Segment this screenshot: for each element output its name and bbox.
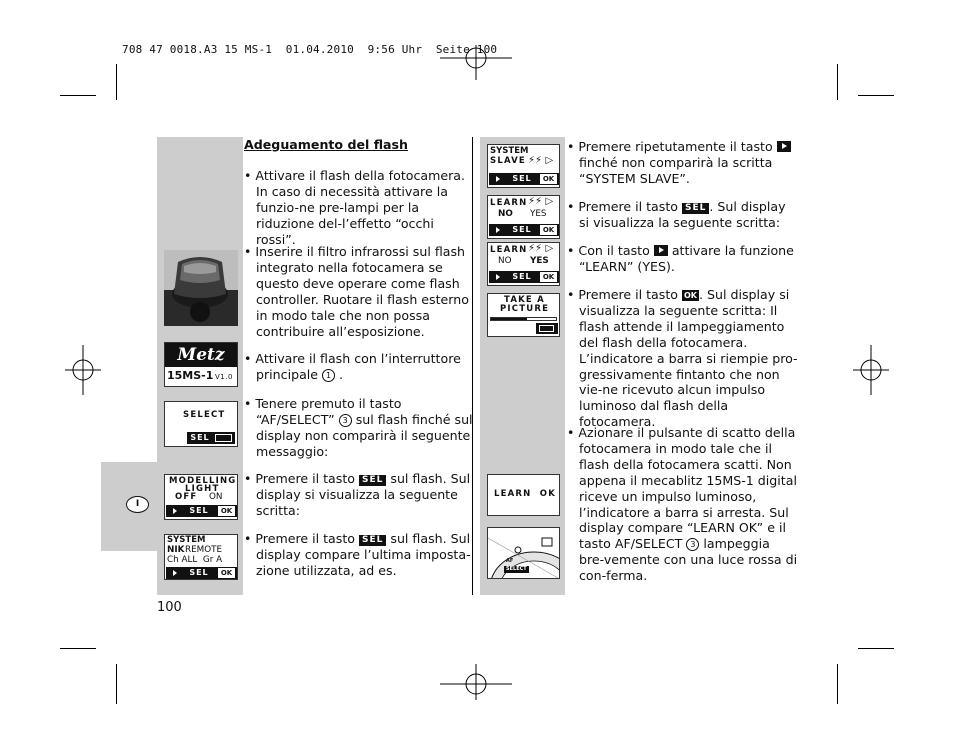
paragraph <box>244 531 474 579</box>
device-af-label: AF <box>506 558 514 564</box>
lcd-text: SELECT <box>183 410 226 420</box>
lcd-text: OFF <box>175 492 198 502</box>
paragraph: • Attivare il flash della fotocamera. In caso di necessità attivare la funzio-ne pre-lampi per la riduzione del-l’effetto “occhi rossi”. <box>244 168 466 247</box>
ok-key: OK <box>684 291 697 300</box>
sel-key: SEL <box>512 174 532 183</box>
paragraph <box>244 396 474 460</box>
lcd-learn-ok <box>487 474 560 516</box>
lcd-text: ON <box>209 492 223 502</box>
print-header: 708 47 0018.A3 15 MS-1 01.04.2010 9:56 Uhr Seite 100 <box>122 43 498 56</box>
paragraph: • Inserire il filtro infrarossi sul flash integrato nella fotocamera se questo deve operare come flash controller. Ruotare il flash esterno in modo tale che non possa contribuire all’esposizione. <box>244 244 469 339</box>
ok-key: OK <box>540 272 557 282</box>
arrow-key-icon <box>654 245 668 256</box>
lcd-text: NO <box>498 256 512 266</box>
lcd-text: YES <box>530 256 549 266</box>
text: • Premere il tasto <box>244 531 355 546</box>
text: • Premere ripetutamente il tasto <box>567 139 773 154</box>
sel-key: SEL <box>512 272 532 281</box>
lcd-text: Ch ALL Gr A <box>167 555 223 565</box>
lcd-text: SYSTEM <box>490 146 529 156</box>
text: sul flash. Sul display compare l’ultima imposta-zione utilizzata, ad es. <box>256 531 471 578</box>
text: . <box>339 366 344 382</box>
text: • Tenere premuto il tasto “AF/SELECT” <box>244 396 402 427</box>
ok-key: OK <box>540 225 557 235</box>
sel-key: SEL <box>189 568 209 577</box>
lcd-text: LEARN <box>490 198 528 208</box>
text: • Azionare il pulsante di scatto della fotocamera in modo tale che il flash della fotocamera scatti. Non appena il mecablitz 15MS-1 digital riceve un impulso luminoso, l’indicatore a barra si arresta. Sul display compare “LEARN OK” e il tasto AF/SELECT <box>567 425 797 552</box>
lcd-learn-yes <box>487 242 560 286</box>
sel-key: SEL <box>359 535 386 546</box>
paragraph <box>567 243 799 275</box>
arrow-icon <box>173 570 177 576</box>
lcd-button-bar <box>166 567 237 579</box>
lcd-system-nik <box>164 534 238 580</box>
text: finché non comparirà la scritta “SYSTEM SLAVE”. <box>579 154 773 186</box>
lcd-modelling <box>164 474 238 520</box>
lcd-button-bar <box>489 224 559 236</box>
lcd-text: PICTURE <box>500 304 550 314</box>
model-name: 15MS-1 <box>167 369 214 382</box>
lcd-text: REMOTE <box>185 545 223 555</box>
paragraph <box>567 199 799 231</box>
arrow-key-icon <box>777 141 791 152</box>
lcd-text: NO <box>498 209 513 219</box>
lcd-button-bar <box>489 173 559 185</box>
return-icon <box>215 434 232 442</box>
ok-key: OK <box>218 506 235 516</box>
metz-logo-box <box>164 342 238 387</box>
lcd-button-bar <box>166 505 237 517</box>
metz-logo: Metz <box>165 343 237 367</box>
text: sul flash. Sul display si visualizza la seguente scritta: <box>256 471 471 518</box>
paragraph <box>244 351 474 383</box>
lcd-button-bar <box>489 271 559 283</box>
paragraph <box>567 139 799 187</box>
flash-photo <box>164 250 238 326</box>
lcd-text: SYSTEM <box>167 535 206 545</box>
progress-bar <box>490 317 557 321</box>
language-badge: I <box>126 496 149 513</box>
lcd-button-bar <box>187 432 235 444</box>
flash-icon: ⚡⚡ ▷ <box>528 243 554 254</box>
lcd-system-slave <box>487 144 560 188</box>
lcd-learn-no <box>487 195 560 239</box>
arrow-icon <box>173 508 177 514</box>
text: • Premere il tasto <box>567 287 678 302</box>
callout-number: 1 <box>322 369 335 382</box>
sel-key: SEL <box>190 433 210 442</box>
lcd-text: LEARN OK <box>494 489 556 499</box>
sel-key: SEL <box>189 506 209 515</box>
sel-key: SEL <box>512 225 532 234</box>
paragraph <box>567 287 799 430</box>
return-icon <box>539 325 554 332</box>
lcd-text: TAKE A <box>504 295 545 305</box>
arrow-icon <box>496 274 500 280</box>
lcd-text: YES <box>530 209 547 219</box>
device-select-button: SELECT <box>506 566 527 572</box>
lcd-text: SLAVE <box>490 156 526 166</box>
flash-icon: ⚡⚡ ▷ <box>528 155 554 166</box>
paragraph <box>244 471 474 519</box>
section-title: Adeguamento del flash <box>244 137 409 152</box>
device-illustration <box>487 527 560 579</box>
text: sul flash finché sul display non comparirà il seguente messaggio: <box>256 411 473 459</box>
text: • Premere il tasto <box>244 471 355 486</box>
text: • Con il tasto <box>567 243 650 258</box>
lcd-text: MODELLING <box>169 476 237 486</box>
text: . Sul display si visualizza la seguente scritta: Il flash attende il lampeggiamento del flash della fotocamera. L’indicatore a barra si riempie pro-gressivamente fintanto che non vie-ne ricevuto alcun impulso luminoso dal flash della fotocamera. <box>579 287 798 430</box>
lcd-text: LIGHT <box>185 484 220 494</box>
lcd-select <box>164 401 238 447</box>
lcd-button-bar <box>536 323 558 334</box>
text: lampeggia bre-vemente con una luce rossa di con-ferma. <box>579 536 798 584</box>
lcd-text: NIK <box>167 545 185 555</box>
progress-fill <box>491 318 527 320</box>
model-version: V1.0 <box>215 373 233 381</box>
text: • Attivare il flash con l’interruttore principale <box>244 351 461 382</box>
callout-number: 3 <box>339 414 352 427</box>
callout-number: 3 <box>686 538 699 551</box>
sel-key: SEL <box>359 475 386 486</box>
arrow-icon <box>496 176 500 182</box>
lcd-text: LEARN <box>490 245 528 255</box>
lcd-take-picture <box>487 293 560 337</box>
arrow-icon <box>496 227 500 233</box>
paragraph <box>567 425 799 584</box>
page-number: 100 <box>157 600 182 615</box>
text: . Sul display si visualizza la seguente scritta: <box>579 199 786 230</box>
sel-key: SEL <box>682 203 709 214</box>
flash-icon: ⚡⚡ ▷ <box>528 196 554 207</box>
ok-key: OK <box>218 568 235 578</box>
text: attivare la funzione “LEARN” (YES). <box>579 243 794 274</box>
ok-key: OK <box>540 174 557 184</box>
text: • Premere il tasto <box>567 199 678 214</box>
